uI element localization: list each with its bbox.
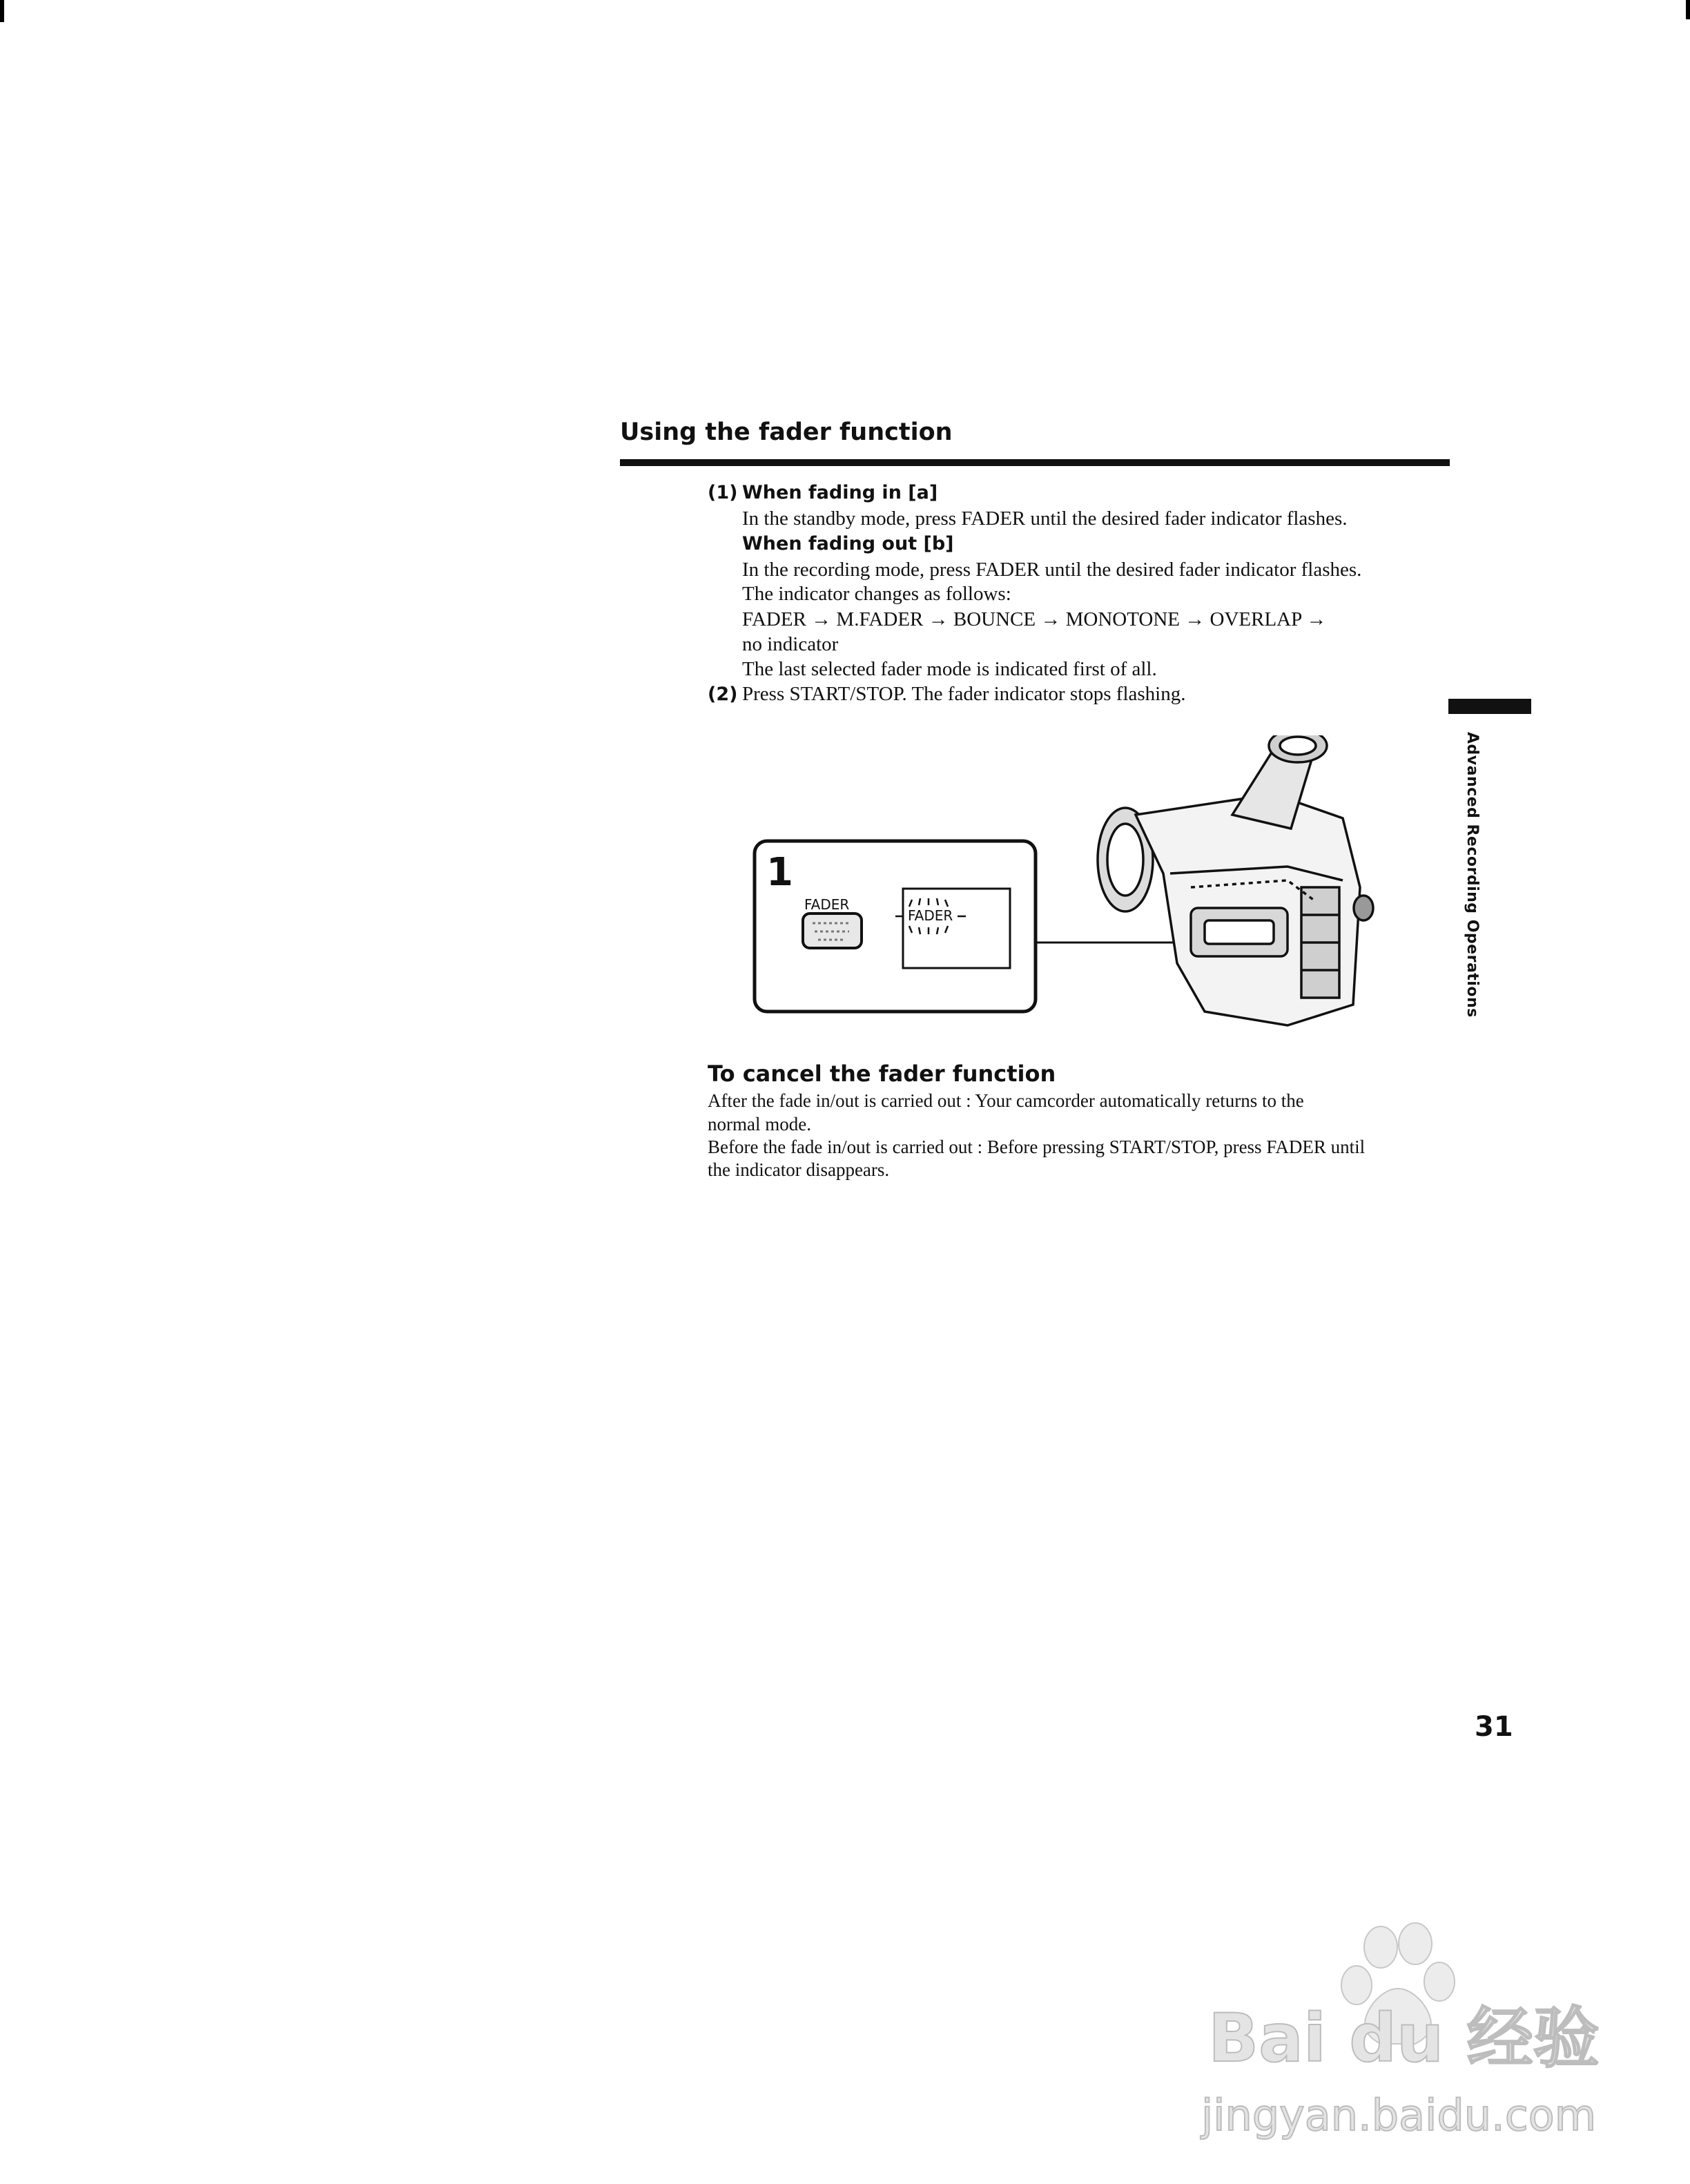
step-2-line: Press START/STOP. The fader indicator stops flashing. — [742, 683, 1186, 705]
step-badge: 1 — [766, 850, 793, 895]
cancel-line: Before the fade in/out is carried out : Before pressing START/STOP, press FADER until — [708, 1137, 1366, 1157]
page-edge-mark-left — [0, 0, 4, 22]
step-1-mode-sequence: FADER → M.FADER → BOUNCE → MONOTONE → OVERLAP → — [742, 608, 1327, 630]
step-number-1: (1) — [708, 482, 738, 503]
page-number: 31 — [1475, 1711, 1513, 1743]
cancel-line: After the fade in/out is carried out : Your camcorder automatically returns to the — [708, 1090, 1304, 1111]
cancel-section-title: To cancel the fader function — [708, 1061, 1056, 1087]
page-edge-mark-right — [1686, 0, 1690, 19]
side-tab-marker — [1448, 699, 1531, 714]
cancel-line: normal mode. — [708, 1114, 811, 1134]
step-1-line: In the recording mode, press FADER until the desired fader indicator flashes. — [742, 559, 1362, 581]
step-1-line: The last selected fader mode is indicated first of all. — [742, 658, 1157, 680]
side-tab-label: Advanced Recording Operations — [1464, 732, 1481, 1018]
step-1-subheading-fade-out: When fading out [b] — [742, 533, 954, 554]
watermark-brand: Bai du 经验 — [1208, 2000, 1600, 2077]
camcorder-drawing — [1098, 735, 1373, 1025]
step-1-line: no indicator — [742, 633, 839, 655]
camcorder-fader-illustration — [749, 735, 1388, 1039]
fader-button-label: FADER — [804, 896, 850, 913]
fader-indicator-text: FADER — [908, 907, 953, 924]
step-number-2: (2) — [708, 684, 738, 705]
watermark-url: jingyan.baidu.com — [1201, 2090, 1597, 2140]
cancel-line: the indicator disappears. — [708, 1159, 890, 1180]
baidu-watermark — [1174, 1920, 1602, 2154]
step-1-line: In the standby mode, press FADER until the desired fader indicator flashes. — [742, 508, 1348, 530]
step-1-line: The indicator changes as follows: — [742, 583, 1011, 605]
section-heading: Using the fader function — [620, 418, 953, 446]
step-1-subheading-fade-in: When fading in [a] — [742, 482, 938, 503]
heading-rule — [620, 459, 1450, 466]
